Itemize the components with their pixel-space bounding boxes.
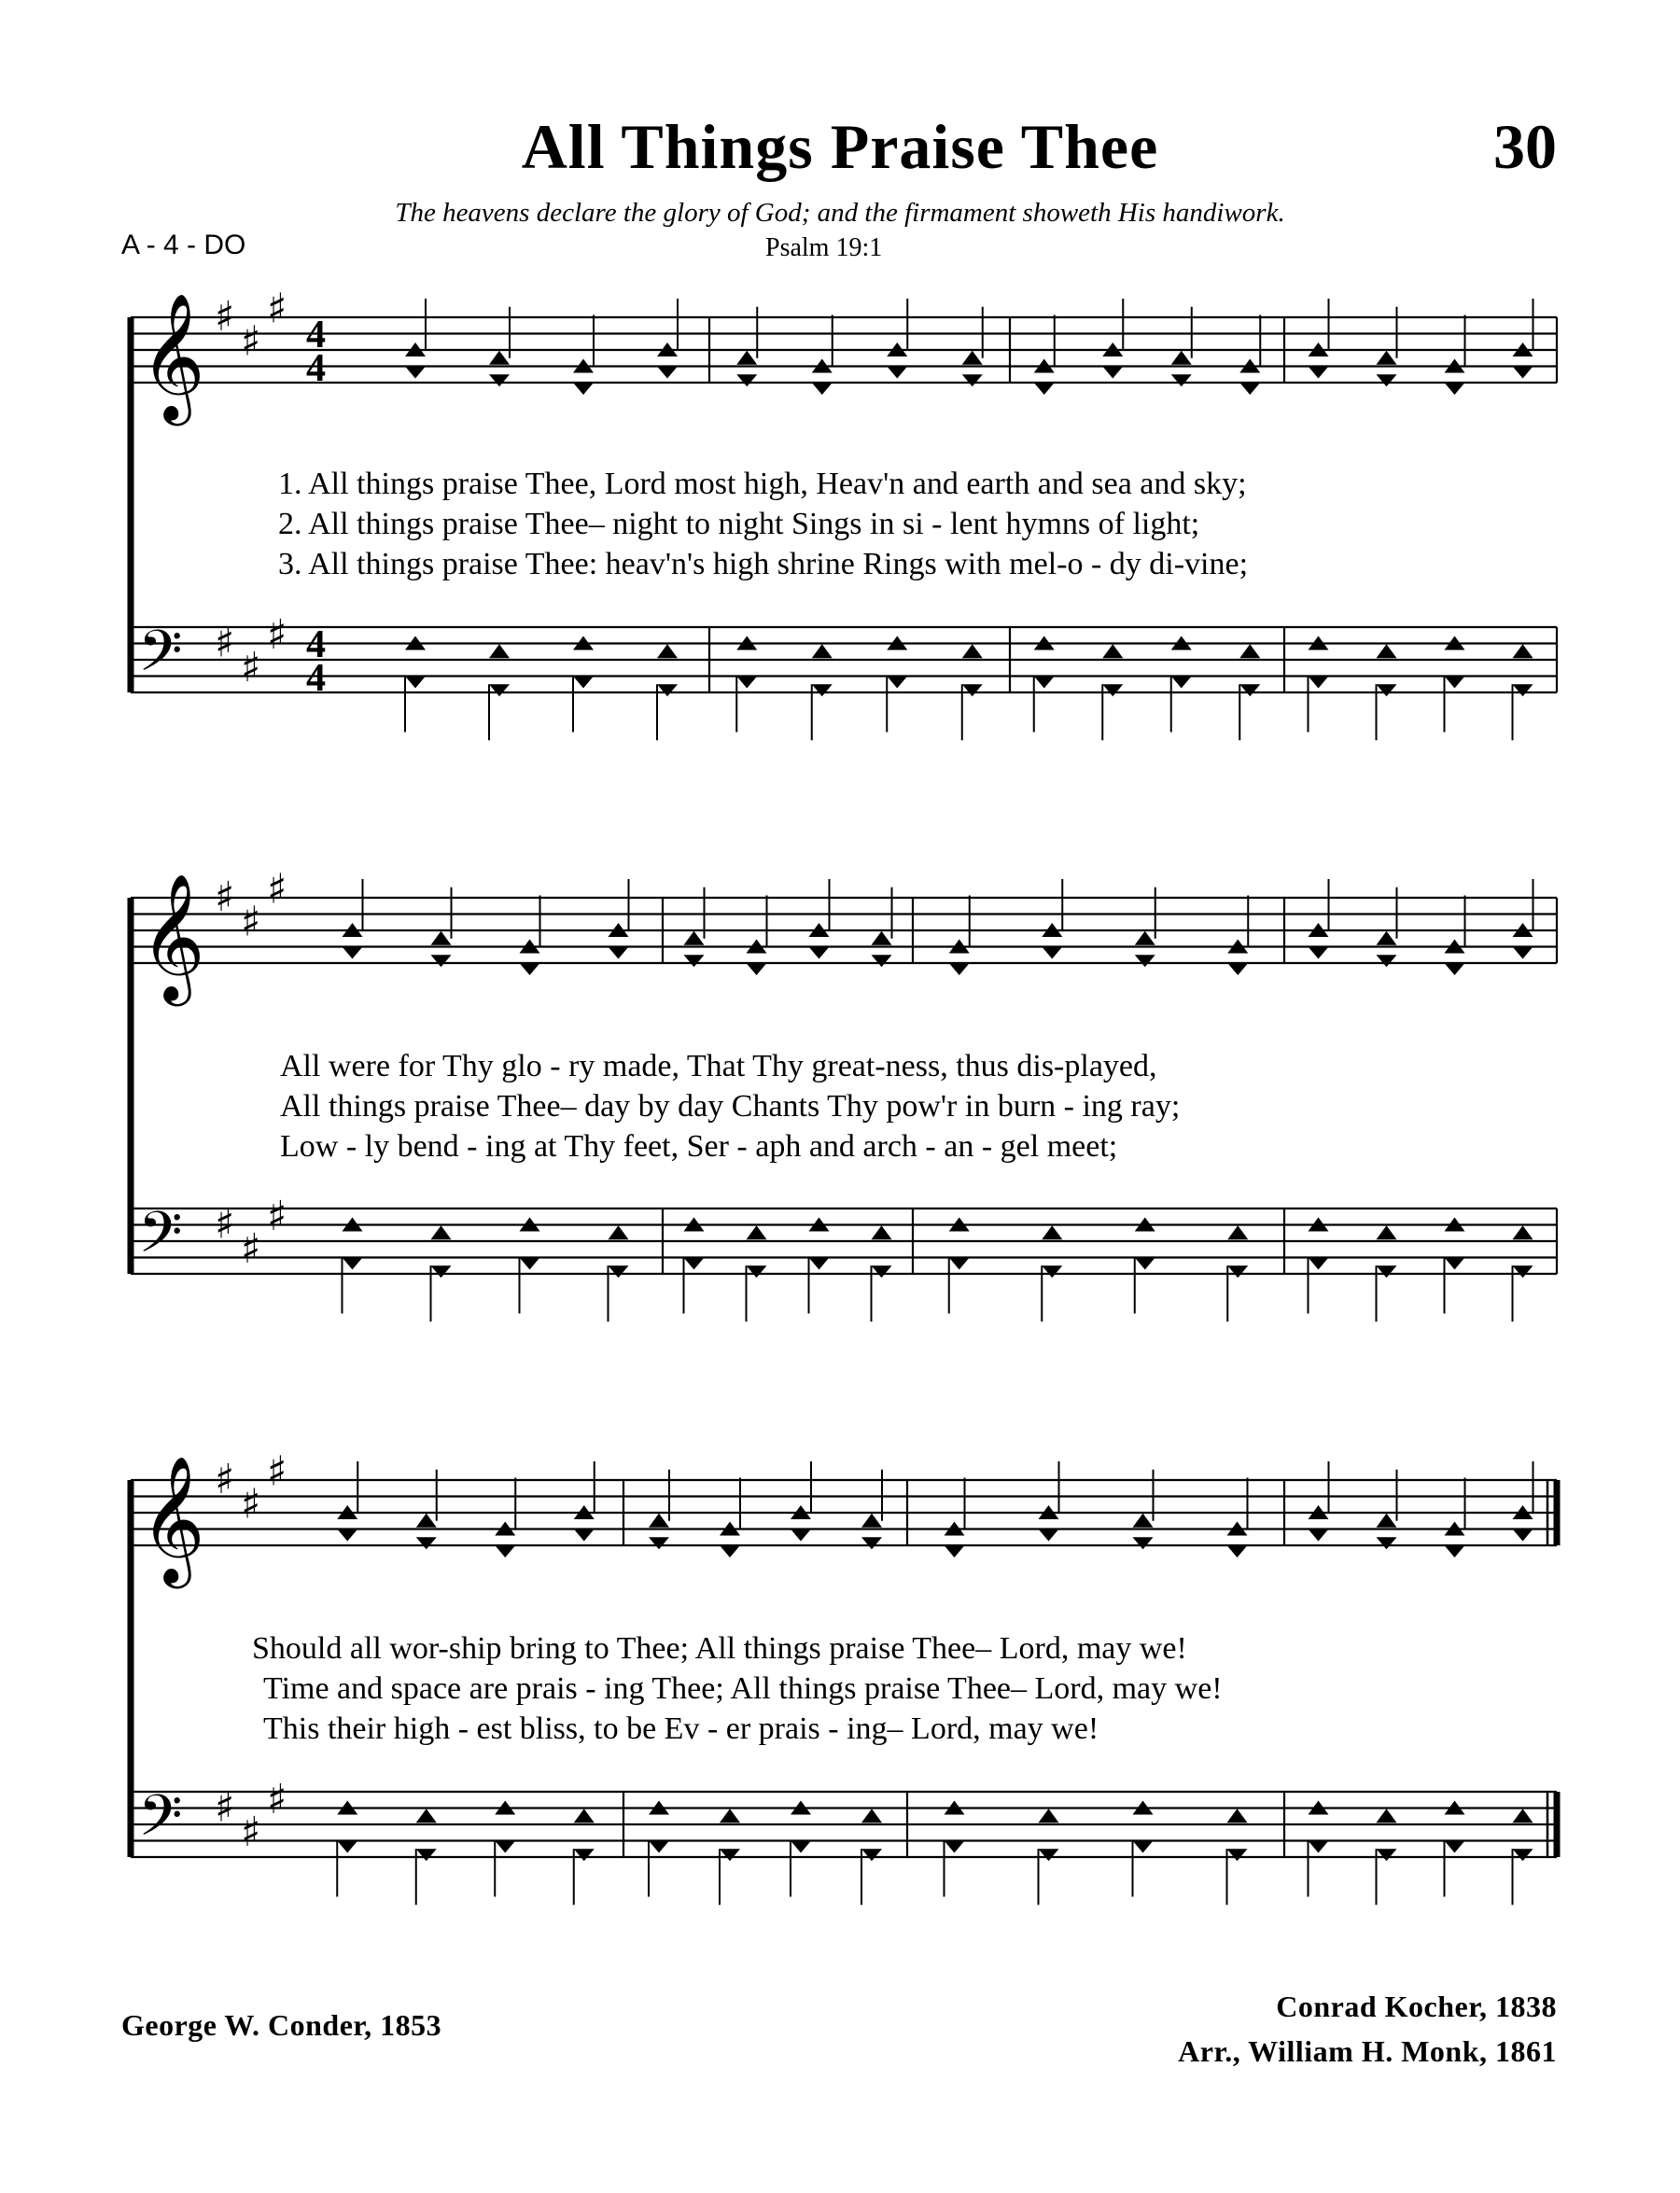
- note-head: [1102, 684, 1123, 696]
- note-head: [609, 1265, 629, 1278]
- bass-clef-icon: 𝄢: [138, 1199, 183, 1280]
- sharp-icon: ♯: [267, 1775, 287, 1823]
- note-head: [861, 1849, 882, 1861]
- arrangement-credit: Arr., William H. Monk, 1861: [1178, 2034, 1557, 2068]
- lyric-line: 1. All things praise Thee, Lord most high, Heav'n and earth and sea and sky;: [278, 467, 1247, 501]
- treble-clef-icon: 𝄞: [140, 1454, 205, 1583]
- note-head: [747, 1265, 767, 1278]
- note-head: [736, 677, 757, 689]
- note-head: [657, 684, 678, 696]
- sharp-icon: ♯: [215, 1456, 235, 1503]
- note-head: [809, 1258, 830, 1270]
- note-head: [431, 955, 452, 967]
- note-head: [1377, 955, 1397, 967]
- note-head: [736, 351, 757, 365]
- note-head: [747, 1225, 767, 1239]
- sharp-icon: ♯: [241, 1808, 261, 1856]
- note-head: [657, 367, 678, 379]
- note-head: [1377, 684, 1397, 696]
- note-head: [1309, 1841, 1329, 1853]
- note-head: [887, 677, 907, 689]
- note-head: [949, 963, 970, 975]
- note-head: [489, 644, 510, 658]
- note-head: [649, 1514, 669, 1528]
- note-head: [1034, 383, 1055, 395]
- note-head: [1042, 1265, 1062, 1278]
- sharp-icon: ♯: [241, 1224, 261, 1273]
- sharp-icon: ♯: [267, 865, 287, 914]
- note-head: [1227, 1545, 1248, 1557]
- note-head: [1513, 1530, 1533, 1542]
- sharp-icon: ♯: [215, 873, 235, 921]
- note-head: [861, 1537, 882, 1549]
- note-head: [520, 963, 540, 975]
- note-head: [1039, 1849, 1059, 1861]
- note-head: [649, 1841, 669, 1853]
- note-head: [812, 383, 833, 395]
- note-head: [609, 947, 629, 959]
- sharp-icon: ♯: [241, 898, 261, 946]
- note-head: [1377, 1514, 1397, 1528]
- note-head: [1309, 677, 1329, 689]
- note-head: [1377, 931, 1397, 945]
- note-head: [1377, 1849, 1397, 1861]
- note-head: [489, 684, 510, 696]
- note-head: [1039, 1809, 1059, 1823]
- note-head: [1227, 1265, 1248, 1278]
- note-head: [573, 383, 594, 395]
- note-head: [520, 1258, 540, 1270]
- note-head: [1227, 1849, 1248, 1861]
- note-head: [1309, 1530, 1329, 1542]
- note-head: [684, 955, 705, 967]
- scripture-reference: Psalm 19:1: [765, 233, 883, 262]
- sharp-icon: ♯: [241, 643, 261, 691]
- note-head: [1445, 1258, 1465, 1270]
- note-head: [405, 367, 426, 379]
- note-head: [1377, 1537, 1397, 1549]
- note-head: [962, 374, 983, 386]
- epigraph: The heavens declare the glory of God; and the firmament showeth His handiwork.: [395, 198, 1285, 228]
- note-head: [1039, 1530, 1059, 1542]
- note-head: [1513, 1265, 1533, 1278]
- note-head: [574, 1849, 595, 1861]
- hymn-number: 30: [1493, 111, 1557, 182]
- note-head: [791, 1530, 811, 1542]
- note-head: [1513, 684, 1533, 696]
- note-head: [657, 644, 678, 658]
- note-head: [1135, 931, 1155, 945]
- time-signature-bottom: 4: [306, 347, 326, 390]
- note-head: [416, 1514, 437, 1528]
- note-head: [720, 1809, 740, 1823]
- music-credit: Conrad Kocher, 1838: [1276, 1990, 1557, 2023]
- lyric-line: This their high - est bliss, to be Ev - er prais - ing– Lord, may we!: [263, 1711, 1099, 1746]
- sharp-icon: ♯: [267, 285, 287, 333]
- note-head: [861, 1809, 882, 1823]
- note-head: [962, 684, 983, 696]
- note-head: [337, 1530, 357, 1542]
- note-head: [1513, 1225, 1533, 1239]
- treble-clef-icon: 𝄞: [140, 872, 205, 1000]
- note-head: [1377, 644, 1397, 658]
- note-head: [1135, 955, 1155, 967]
- note-head: [861, 1514, 882, 1528]
- key-label: A - 4 - DO: [121, 230, 246, 260]
- note-head: [416, 1849, 437, 1861]
- sharp-icon: ♯: [267, 1447, 287, 1496]
- sharp-icon: ♯: [215, 293, 235, 341]
- note-head: [1445, 383, 1465, 395]
- note-head: [945, 1841, 965, 1853]
- note-head: [489, 374, 510, 386]
- sharp-icon: ♯: [215, 619, 235, 667]
- note-head: [1034, 677, 1055, 689]
- note-head: [962, 351, 983, 365]
- note-head: [343, 1258, 363, 1270]
- note-head: [1042, 947, 1062, 959]
- note-head: [1171, 351, 1192, 365]
- note-head: [809, 947, 830, 959]
- note-head: [1133, 1537, 1154, 1549]
- treble-clef-icon: 𝄞: [140, 291, 205, 420]
- time-signature-top: 4: [306, 314, 326, 356]
- note-head: [573, 677, 594, 689]
- note-head: [1309, 367, 1329, 379]
- note-head: [609, 1225, 629, 1239]
- note-head: [1513, 644, 1533, 658]
- note-head: [1171, 374, 1192, 386]
- note-head: [1309, 1258, 1329, 1270]
- note-head: [747, 963, 767, 975]
- sharp-icon: ♯: [241, 1480, 261, 1529]
- note-head: [812, 644, 833, 658]
- note-head: [791, 1841, 811, 1853]
- note-head: [1102, 367, 1123, 379]
- note-head: [337, 1841, 357, 1853]
- lyric-line: 2. All things praise Thee– night to night Sings in si - lent hymns of light;: [278, 507, 1200, 541]
- note-head: [1377, 374, 1397, 386]
- note-head: [1239, 684, 1260, 696]
- lyric-line: Should all wor-ship bring to Thee; All things praise Thee– Lord, may we!: [252, 1631, 1187, 1666]
- note-head: [1227, 1809, 1248, 1823]
- lyric-line: 3. All things praise Thee: heav'n's high shrine Rings with mel-o - dy di-vine;: [278, 547, 1249, 581]
- sharp-icon: ♯: [267, 1192, 287, 1240]
- note-head: [812, 684, 833, 696]
- note-head: [1445, 677, 1465, 689]
- note-head: [1445, 963, 1465, 975]
- note-head: [1135, 1258, 1155, 1270]
- note-head: [1227, 963, 1248, 975]
- sharp-icon: ♯: [241, 317, 261, 366]
- note-head: [1445, 1545, 1465, 1557]
- note-head: [1513, 367, 1533, 379]
- sharp-icon: ♯: [215, 1783, 235, 1832]
- note-head: [574, 1530, 595, 1542]
- note-head: [405, 677, 426, 689]
- note-head: [1171, 677, 1192, 689]
- note-head: [1133, 1514, 1154, 1528]
- note-head: [416, 1537, 437, 1549]
- note-head: [684, 1258, 705, 1270]
- note-head: [1239, 644, 1260, 658]
- note-head: [720, 1849, 740, 1861]
- note-head: [649, 1537, 669, 1549]
- note-head: [1309, 947, 1329, 959]
- bass-clef-icon: 𝄢: [138, 618, 183, 699]
- note-head: [684, 931, 705, 945]
- note-head: [1239, 383, 1260, 395]
- note-head: [431, 1265, 452, 1278]
- note-head: [1377, 351, 1397, 365]
- note-head: [1377, 1265, 1397, 1278]
- note-head: [872, 955, 892, 967]
- note-head: [949, 1258, 970, 1270]
- note-head: [1513, 1809, 1533, 1823]
- time-signature-bottom: 4: [306, 657, 326, 700]
- note-head: [495, 1545, 515, 1557]
- hymn-title: All Things Praise Thee: [521, 111, 1159, 182]
- note-head: [495, 1841, 515, 1853]
- note-head: [1445, 1841, 1465, 1853]
- sharp-icon: ♯: [215, 1200, 235, 1249]
- note-head: [1513, 1849, 1533, 1861]
- note-head: [431, 1225, 452, 1239]
- note-head: [736, 374, 757, 386]
- note-head: [872, 1225, 892, 1239]
- note-head: [1102, 644, 1123, 658]
- note-head: [945, 1545, 965, 1557]
- bass-clef-icon: 𝄢: [138, 1782, 183, 1864]
- note-head: [1042, 1225, 1062, 1239]
- lyric-line: All things praise Thee– day by day Chants Thy pow'r in burn - ing ray;: [280, 1089, 1181, 1124]
- lyric-line: All were for Thy glo - ry made, That Thy great-ness, thus dis-played,: [280, 1049, 1157, 1083]
- note-head: [489, 351, 510, 365]
- sharp-icon: ♯: [267, 610, 287, 659]
- time-signature-top: 4: [306, 623, 326, 666]
- note-head: [1513, 947, 1533, 959]
- note-head: [416, 1809, 437, 1823]
- note-head: [962, 644, 983, 658]
- words-credit: George W. Conder, 1853: [121, 2008, 442, 2042]
- note-head: [1377, 1225, 1397, 1239]
- note-head: [1133, 1841, 1154, 1853]
- note-head: [431, 931, 452, 945]
- note-head: [887, 367, 907, 379]
- lyric-line: Low - ly bend - ing at Thy feet, Ser - aph and arch - an - gel meet;: [280, 1129, 1118, 1164]
- note-head: [574, 1809, 595, 1823]
- note-head: [1227, 1225, 1248, 1239]
- note-head: [872, 1265, 892, 1278]
- note-head: [343, 947, 363, 959]
- lyric-line: Time and space are prais - ing Thee; All things praise Thee– Lord, may we!: [263, 1671, 1223, 1706]
- note-head: [720, 1545, 740, 1557]
- note-head: [872, 931, 892, 945]
- note-head: [1377, 1809, 1397, 1823]
